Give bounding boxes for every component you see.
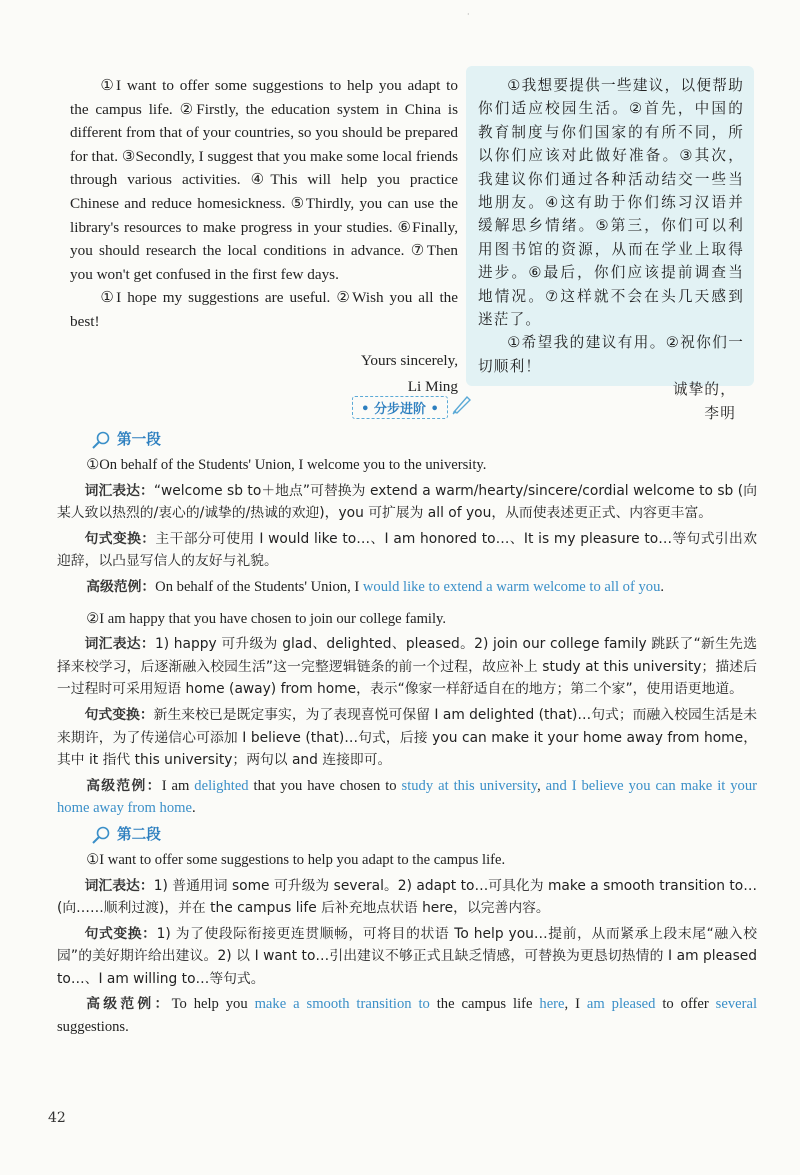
paragraph-1-title: 第一段 [117, 431, 161, 448]
vocab-text: “welcome sb to＋地点”可替换为 extend a warm/hearty/sincere/cordial welcome to sb (向某人致以热烈的/衷心的/诚挚的/热诚的欢迎)，you 可扩展为 all of you，从而使表述更正式、内容更丰富。 [57, 482, 757, 522]
model-label: 高级范例： [86, 777, 162, 794]
letter-cn-closing: 诚挚的， [672, 381, 736, 399]
model-text: On behalf of the Students' Union, I [155, 578, 363, 595]
letter-chinese-box [466, 66, 754, 422]
p1-s2-syntax [57, 704, 757, 772]
p2-s1-model [57, 993, 757, 1038]
vocab-label: 词汇表达： [84, 877, 154, 894]
model-highlight: would like to extend a warm welcome to all of you [362, 578, 661, 595]
p1-s2-vocab [57, 633, 757, 701]
model-text: I am [161, 777, 195, 794]
letter-en-paragraph-1: ①I want to offer some suggestions to help you adapt to the campus life. ②Firstly, the education system in China is different from that of your countries, so you should be prepared for that. ③Secondly, I suggest that you make some local friends through various activities. ④This will help you practice Chinese and reduce homesickness. ⑤Thirdly, you can use the library's resources to make progress in your studies. ⑥Finally, you should research the local conditions in advance. ⑦Then you won't get confused in the first few days. [70, 77, 459, 283]
p2-s1-vocab [57, 875, 757, 920]
p1-s2-model [57, 775, 757, 820]
letter-cn-paragraph-2: ①希望我的建议有用。②祝你们一切顺利！ [478, 334, 744, 375]
letter-english [70, 74, 458, 400]
model-text: . [660, 578, 665, 595]
model-highlight: and I believe you can make it your home away from home [57, 777, 758, 817]
model-label: 高级范例： [86, 578, 156, 595]
model-text: suggestions. [57, 1019, 129, 1036]
model-text: that you have chosen to [248, 777, 402, 794]
section-title-box [352, 396, 448, 419]
model-highlight: study at this university [401, 777, 538, 794]
letter-en-paragraph-2: ①I hope my suggestions are useful. ②Wish you all the best! [70, 289, 458, 330]
model-text: the campus life [429, 996, 540, 1013]
model-label: 高级范例： [86, 996, 172, 1013]
letter-en-name: Li Ming [407, 377, 458, 395]
step-analysis [57, 428, 757, 1042]
paragraph-1-heading [91, 428, 757, 452]
syntax-text: 1) 为了使段际衔接更连贯顺畅，可将目的状语 To help you…提前，从而紧承上段末尾“融入校园”的美好期许给出建议。2) 以 I want to…引出建议不够正式且缺乏情感，可替换为更恳切热情的 I am pleased to…、I am willing to…等句式。 [57, 925, 758, 987]
vocab-label: 词汇表达： [84, 482, 154, 499]
magnifier-icon [91, 431, 111, 449]
vocab-label: 词汇表达： [84, 636, 155, 653]
syntax-text: 主干部分可使用 I would like to…、I am honored to…、It is my pleasure to…等句式引出欢迎辞，以凸显写信人的友好与礼貌。 [57, 530, 757, 570]
model-highlight: here [539, 996, 565, 1013]
section-banner [0, 396, 800, 419]
page-number: 42 [48, 1110, 66, 1126]
model-text: , I [564, 996, 587, 1013]
p1-s1-model [57, 576, 757, 599]
model-highlight: delighted [194, 777, 249, 794]
letter-en-signature [70, 348, 458, 400]
section-title: • 分步进阶 • [361, 402, 439, 417]
pen-icon [451, 393, 473, 415]
letter-cn-name: 李明 [704, 404, 736, 422]
magnifier-icon [91, 826, 111, 844]
p1-s1-vocab [57, 480, 757, 525]
model-text: to offer [655, 996, 716, 1013]
model-highlight: make a smooth transition to [254, 996, 430, 1013]
page-marker: · [467, 10, 470, 19]
p1-s1-syntax [57, 528, 757, 573]
model-text: , [537, 777, 546, 794]
model-text: To help you [171, 996, 255, 1013]
model-text: . [191, 800, 196, 817]
syntax-label: 句式变换： [84, 925, 157, 942]
model-highlight: am pleased [586, 996, 656, 1013]
paragraph-2-title: 第二段 [117, 825, 161, 843]
letter-en-closing: Yours sincerely, [360, 351, 458, 369]
p2-sentence-1: ①I want to offer some suggestions to help you adapt to the campus life. [86, 851, 506, 868]
paragraph-2-heading [91, 823, 757, 847]
model-highlight: several [715, 996, 757, 1013]
syntax-label: 句式变换： [84, 530, 156, 547]
p1-sentence-1: ①On behalf of the Students' Union, I welcome you to the university. [86, 457, 487, 473]
p2-s1-syntax [57, 923, 757, 991]
vocab-text: 1) 普通用词 some 可升级为 several。2) adapt to…可具化为 make a smooth transition to…(向……顺利过渡)，并在 the campus life 后补充地点状语 here，以完善内容。 [57, 877, 758, 917]
letter-cn-paragraph-1: ①我想要提供一些建议，以便帮助你们适应校园生活。②首先，中国的教育制度与你们国家的有所不同，所以你们应该对此做好准备。③其次，我建议你们通过各种活动结交一些当地朋友。④这有助于你们练习汉语并缓解思乡情绪。⑤第三，你们可以利用图书馆的资源，从而在学业上取得进步。⑥最后，你们应该提前调查当地情况。⑦这样就不会在头几天感到迷茫了。 [478, 77, 744, 329]
syntax-label: 句式变换： [84, 706, 154, 723]
syntax-text: 新生来校已是既定事实，为了表现喜悦可保留 I am delighted (that)…句式；而融入校园生活是未来期许，为了传递信心可添加 I believe (that)…句式，后接 you can make it your home away from home，其中 it 指代 this university；两句以 and 连接即可。 [57, 706, 757, 769]
vocab-text: 1) happy 可升级为 glad、delighted、pleased。2) join our college family 跳跃了“新生先选择来校学习，后逐渐融入校园生活”这一完整逻辑链条的前一个过程，故应补上 study at this university；描述后一过程时可采用短语 home (away) from home，表示“像家一样舒适自在的地方；第二个家”，使用语更地道。 [57, 636, 758, 698]
p1-sentence-2: ②I am happy that you have chosen to join our college family. [86, 610, 447, 627]
